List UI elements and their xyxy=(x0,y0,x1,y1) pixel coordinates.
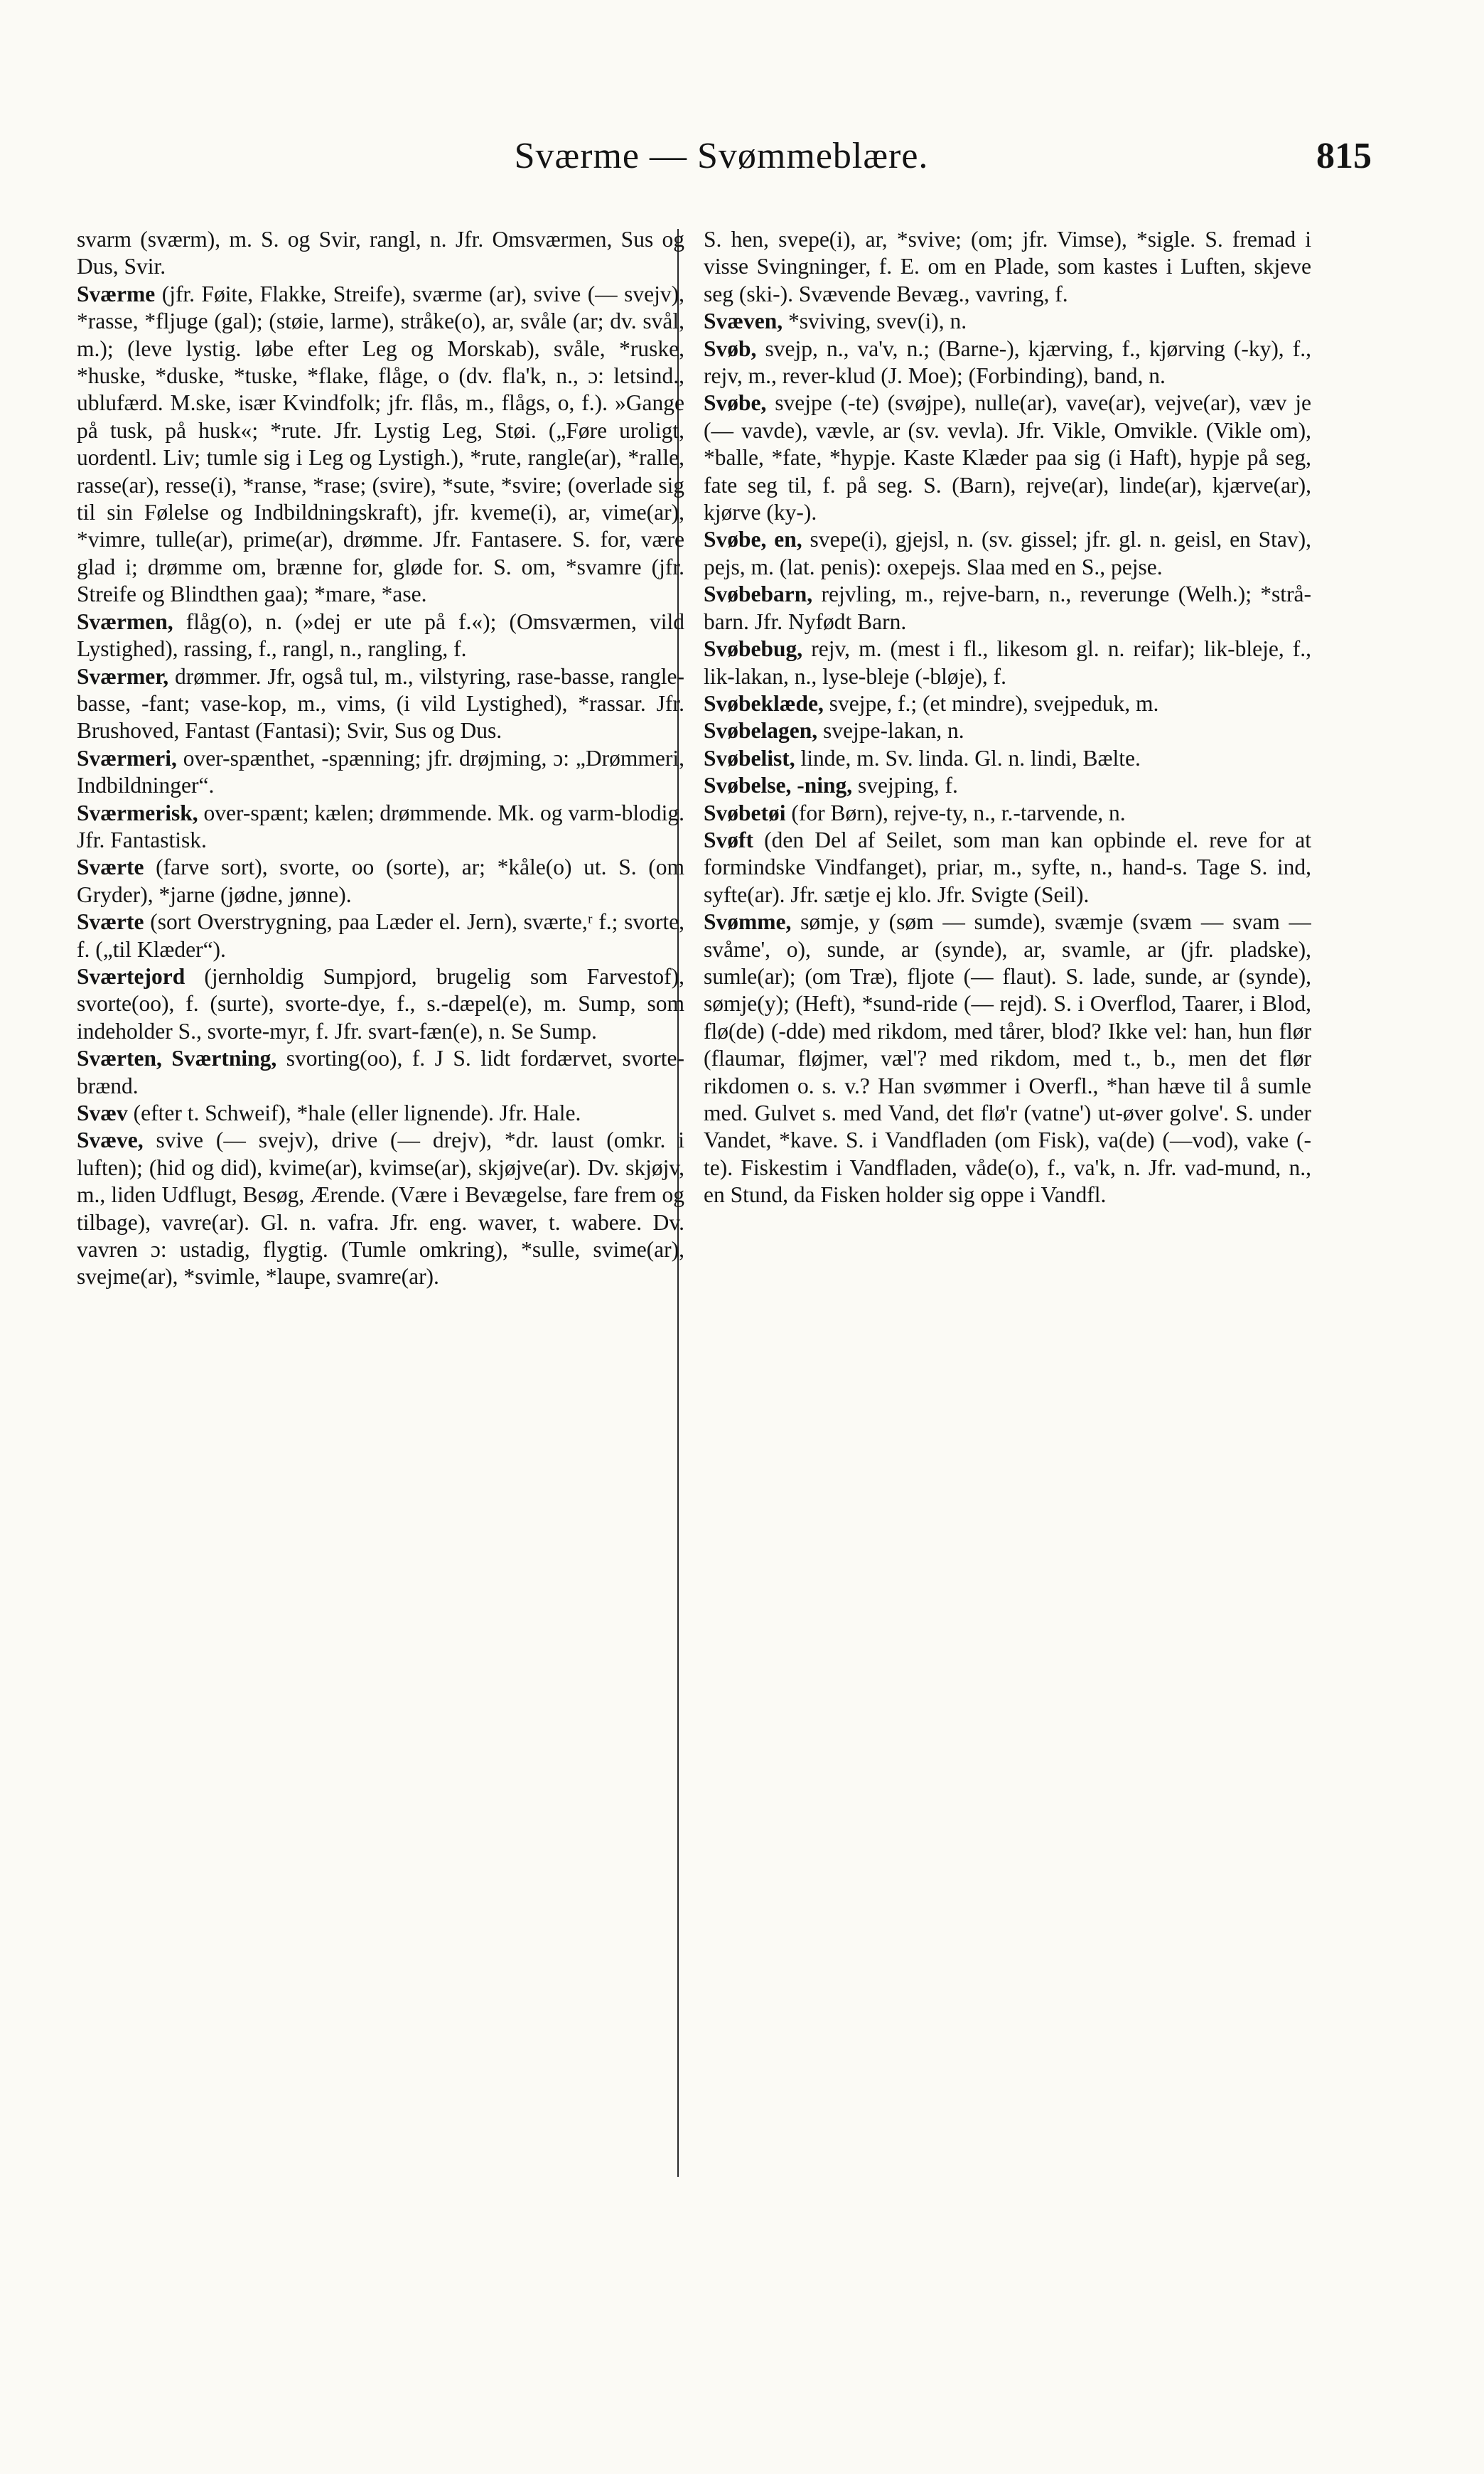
dictionary-entry xyxy=(77,963,684,1045)
entry-headword: Sværme xyxy=(77,281,156,306)
entry-headword: Svøbe, xyxy=(704,390,767,416)
dictionary-entry xyxy=(77,1100,684,1127)
dictionary-entry xyxy=(704,909,1311,1209)
dictionary-entry xyxy=(77,226,684,281)
entry-headword: Svøbeklæde, xyxy=(704,690,824,716)
dictionary-entry xyxy=(704,690,1311,717)
dictionary-entry xyxy=(704,390,1311,526)
entry-headword: Svøbelse, -ning, xyxy=(704,773,853,798)
entry-definition: svejping, f. xyxy=(858,773,958,798)
entry-headword: Svømme, xyxy=(704,909,792,935)
entry-headword: Sværtejord xyxy=(77,963,186,989)
dictionary-entry xyxy=(704,800,1311,827)
page-title: Sværme — Svømmeblære. xyxy=(514,136,929,176)
dictionary-entry xyxy=(704,226,1311,308)
entry-definition: *sviving, svev(i), n. xyxy=(788,309,967,334)
entry-definition: svarm (sværm), m. S. og Svir, rangl, n. Jfr. Omsværmen, Sus og Dus, Svir. xyxy=(77,227,684,279)
entry-definition: (for Børn), rejve-ty, n., r.-tarvende, n. xyxy=(791,800,1126,825)
dictionary-entry xyxy=(77,1045,684,1100)
dictionary-entry xyxy=(704,581,1311,636)
dictionary-entry xyxy=(704,772,1311,799)
entry-headword: Sværten, Sværtning, xyxy=(77,1046,277,1071)
entry-headword: Svøbebarn, xyxy=(704,582,813,607)
entry-headword: Svøbetøi xyxy=(704,800,786,825)
entry-definition: svorting(oo), f. J S. lidt fordærvet, svorte-brænd. xyxy=(77,1046,684,1098)
dictionary-entry xyxy=(77,909,684,963)
entry-headword: Svøbebug, xyxy=(704,636,803,662)
entry-definition: svive (— svejv), drive (— drejv), *dr. laust (omkr. i luften); (hid og did), kvime(ar), kvimse(ar), skjøjve(ar). Dv. skjøjv, m., liden Udflugt, Besøg, Ærende. (Være i Bevægelse, fare frem og tilbage), vavre(ar). Gl. n. vafra. Jfr. eng. waver, t. wabere. Dv. vavren ɔ: ustadig, flygtig. (Tumle omkring), *sulle, svime(ar), svejme(ar), *svimle, *laupe, svamre(ar). xyxy=(77,1128,684,1290)
dictionary-entry xyxy=(77,663,684,745)
entry-definition: rejv, m. (mest i fl., likesom gl. n. reifar); lik-bleje, f., lik-lakan, n., lyse-bleje (-bløje), f. xyxy=(704,636,1311,689)
entry-definition: (sort Overstrygning, paa Læder el. Jern), sværte,ʳ f.; svorte, f. („til Klæder“). xyxy=(77,909,684,962)
dictionary-entry xyxy=(704,526,1311,581)
entry-headword: Sværmerisk, xyxy=(77,800,198,825)
entry-headword: Svæv xyxy=(77,1101,128,1125)
dictionary-entry xyxy=(77,281,684,609)
entry-headword: Sværte xyxy=(77,909,144,935)
right-column xyxy=(704,226,1311,2416)
entry-definition: (farve sort), svorte, oo (sorte), ar; *kåle(o) ut. S. (om Gryder), *jarne (jødne, jønne). xyxy=(77,855,684,907)
entry-definition: (jfr. Føite, Flakke, Streife), sværme (ar), svive (— svejv), *rasse, *fljuge (gal); (støie, larme), stråke(o), ar, svåle (ar; dv. svål, m.); (leve lystig. løbe efter Leg og Morskab), svåle, *ruske, *huske, *duske, *tuske, *flake, flåge, o (dv. fla'k, n., ɔ: letsind., ublufærd. M.ske, især Kvindfolk; jfr. flås, m., flågs, o, f.). »Gange på tusk, på husk«; *rute. Jfr. Lystig Leg, Støi. („Føre uroligt, uordentl. Liv; tumle sig i Leg og Lystigh.), *rute, rangle(ar), *ralle, rasse(ar), resse(i), *ranse, *rase; (svire), *sute, *svire; (overlade sig til sin Følelse og Indbildningskraft), jfr. kveme(i), ar, vime(ar), *vimre, tulle(ar), prime(ar), drømme. Jfr. Fantasere. S. for, være glad i; drømme om, brænne for, gløde for. S. om, *svamre (jfr. Streife og Blindthen gaa); *mare, *ase. xyxy=(77,281,684,607)
page-header xyxy=(71,135,1372,192)
entry-definition: S. hen, svepe(i), ar, *svive; (om; jfr. Vimse), *sigle. S. fremad i visse Svingninger, f. E. om en Plade, som kastes i Luften, skjeve seg (ski-). Svævende Bevæg., vavring, f. xyxy=(704,227,1311,306)
entry-definition: drømmer. Jfr, også tul, m., vilstyring, rase-basse, rangle-basse, -fant; vase-kop, m., vims, (i vild Lystighed), *rassar. Jfr. Brushoved, Fantast (Fantasi); Svir, Sus og Dus. xyxy=(77,663,684,744)
dictionary-entry xyxy=(77,745,684,800)
entry-definition: svejpe-lakan, n. xyxy=(823,718,964,744)
page-number: 815 xyxy=(1316,136,1372,176)
entry-headword: Svøbelagen, xyxy=(704,718,818,744)
entry-headword: Sværmen, xyxy=(77,609,173,634)
dictionary-entry xyxy=(77,1127,684,1290)
entry-definition: svejpe (-te) (svøjpe), nulle(ar), vave(ar), vejve(ar), væv je (— vavde), vævle, ar (sv. vevla). Jfr. Vikle, Omvikle. (Vikle om), *balle, *fate, *hypje. Kaste Klæder paa sig (i Haft), hypje på seg, fate seg til, f. på seg. S. (Barn), rejve(ar), linde(ar), kjærve(ar), kjørve (ky-). xyxy=(704,390,1311,525)
entry-definition: sømje, y (søm — sumde), svæmje (svæm — svam — svåme', o), sunde, ar (synde), ar, svamle, ar (jfr. pladske), sumle(ar); (om Træ), fljote (— flaut). S. lade, sunde, ar (synde), sømje(y); (Heft), *sund-ride (— rejd). S. i Overflod, Taarer, i Blod, flø(de) (-dde) med rikdom, med tårer, blod? Ikke vel: han, hun flør (flaumar, fløjmer, væl'? med rikdom, med t., b., men det flør rikdomen o. s. v.? Han svømmer i Overfl., *han hæve til å sumle med. Gulvet s. med Vand, det flø'r (vatne') ut-øver golve'. S. under Vandet, *kave. S. i Vandfladen (om Fisk), va(de) (—vod), vake (-te). Fiskestim i Vandfladen, våde(o), f., va'k, n. Jfr. vad-mund, n., en Stund, da Fisken holder sig oppe i Vandfl. xyxy=(704,909,1311,1208)
entry-definition: svejp, n., va'v, n.; (Barne-), kjærving, f., kjørving (-ky), f., rejv, m., rever-klud (J. Moe); (Forbinding), band, n. xyxy=(704,336,1311,389)
entry-definition: linde, m. Sv. linda. Gl. n. lindi, Bælte. xyxy=(800,745,1141,771)
entry-headword: Svøft xyxy=(704,827,753,852)
dictionary-entry xyxy=(704,336,1311,390)
entry-definition: flåg(o), n. (»dej er ute på f.«); (Omsværmen, vild Lystighed), rassing, f., rangl, n., rangling, f. xyxy=(77,609,684,662)
entry-headword: Svøb, xyxy=(704,336,757,361)
entry-definition: rejvling, m., rejve-barn, n., reverunge (Welh.); *strå-barn. Jfr. Nyfødt Barn. xyxy=(704,582,1311,634)
entry-headword: Svøbe, en, xyxy=(704,527,802,552)
left-column xyxy=(77,226,684,2416)
entry-definition: (den Del af Seilet, som man kan opbinde el. reve for at formindske Vindfanget), priar, m., syfte, n., hand-s. Tage S. ind, syfte(ar). Jfr. sætje ej klo. Jfr. Svigte (Seil). xyxy=(704,827,1311,907)
dictionary-entry xyxy=(704,636,1311,690)
entry-definition: svejpe, f.; (et mindre), svejpeduk, m. xyxy=(829,690,1159,716)
entry-definition: (jernholdig Sumpjord, brugelig som Farvestof), svorte(oo), f. (surte), svorte-dye, f., s.-dæpel(e), m. Sump, som indeholder S., svorte-myr, f. Jfr. svart-fæn(e), n. Se Sump. xyxy=(77,963,684,1044)
entry-definition: over-spænt; kælen; drømmende. Mk. og varm-blodig. Jfr. Fantastisk. xyxy=(77,800,684,852)
dictionary-entry xyxy=(704,827,1311,909)
entry-headword: Sværte xyxy=(77,855,144,880)
dictionary-entry xyxy=(704,745,1311,772)
entry-headword: Svæven, xyxy=(704,309,783,334)
dictionary-entry xyxy=(77,609,684,663)
entry-headword: Svøbelist, xyxy=(704,745,795,771)
dictionary-entry xyxy=(704,717,1311,744)
entry-definition: (efter t. Schweif), *hale (eller lignende). Jfr. Hale. xyxy=(133,1101,581,1125)
dictionary-entry xyxy=(77,854,684,909)
dictionary-entry xyxy=(704,308,1311,335)
entry-headword: Sværmeri, xyxy=(77,745,177,771)
entry-definition: over-spænthet, -spænning; jfr. drøjming, ɔ: „Drømmeri, Indbildninger“. xyxy=(77,745,684,798)
dictionary-entry xyxy=(77,800,684,855)
entry-headword: Svæve, xyxy=(77,1128,144,1153)
entry-definition: svepe(i), gjejsl, n. (sv. gissel; jfr. gl. n. geisl, en Stav), pejs, m. (lat. penis): oxepejs. Slaa med en S., pejse. xyxy=(704,527,1311,579)
entry-headword: Sværmer, xyxy=(77,663,169,689)
